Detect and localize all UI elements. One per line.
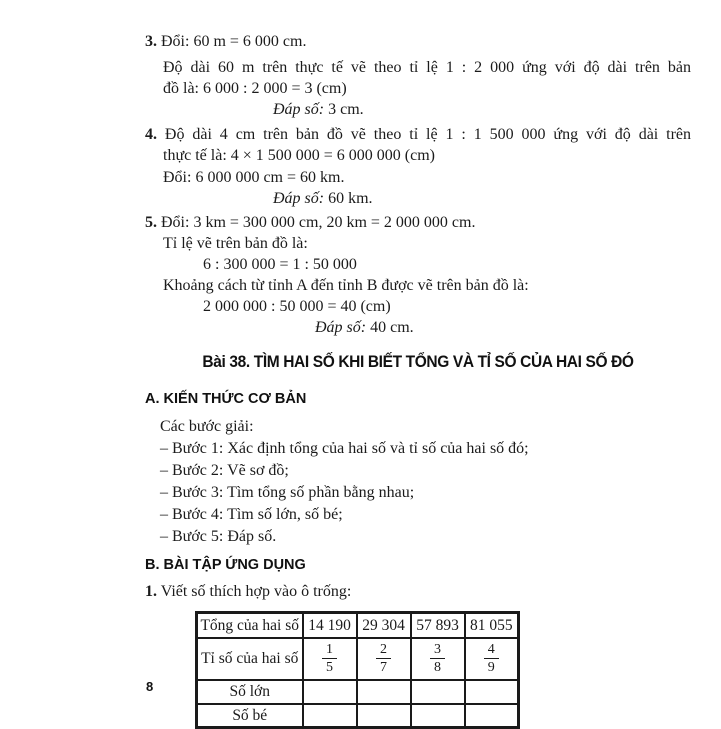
solution-3-line-1 [145, 31, 691, 52]
sum-value-cell: 81 055 [465, 613, 519, 638]
solution-5-text: Đổi: 3 km = 300 000 cm, 20 km = 2 000 000 cm. [161, 214, 476, 231]
empty-answer-cell [357, 704, 411, 728]
section-a-intro: Các bước giải: [160, 418, 254, 435]
answer-label: Đáp số: [273, 190, 325, 207]
step-item: – Bước 5: Đáp số. [160, 528, 277, 545]
empty-answer-cell [465, 680, 519, 704]
solution-5-line-1 [145, 212, 691, 233]
solution-item-5 [145, 212, 691, 338]
fraction [484, 642, 499, 676]
solution-3-text: Đổi: 60 m = 6 000 cm. [161, 33, 307, 50]
solution-4-body-line-1 [145, 124, 691, 145]
empty-answer-cell [303, 704, 357, 728]
item-marker: 5. [145, 214, 157, 231]
step-item: – Bước 3: Tìm tổng số phần bằng nhau; [160, 484, 415, 501]
answer-value: 40 cm. [370, 319, 414, 336]
row-header-big: Số lớn [197, 680, 303, 704]
solution-5-answer [145, 317, 691, 338]
exercise-1-prompt [145, 581, 691, 602]
solution-5-formula-2: 2 000 000 : 50 000 = 40 (cm) [203, 298, 391, 315]
table-row-ratio [197, 638, 519, 680]
page-content [145, 31, 691, 729]
answer-label: Đáp số: [273, 101, 325, 118]
answer-label: Đáp số: [315, 319, 367, 336]
exercise-1-text: Viết số thích hợp vào ô trống: [160, 583, 352, 600]
table-row-big-number [197, 680, 519, 704]
empty-answer-cell [357, 680, 411, 704]
fraction [322, 642, 337, 676]
step-item: – Bước 1: Xác định tổng của hai số và tỉ số của hai số đó; [160, 440, 529, 457]
item-marker: 1. [145, 583, 157, 600]
row-header-small: Số bé [197, 704, 303, 728]
solution-3-body-line-1: Độ dài 60 m trên thực tế vẽ theo tỉ lệ 1 : 2 000 ứng với độ dài trên bản [163, 59, 691, 76]
solution-3-body-line-2: đồ là: 6 000 : 2 000 = 3 (cm) [163, 80, 347, 97]
section-b-heading: B. BÀI TẬP ỨNG DỤNG [145, 557, 306, 573]
table-row-small-number [197, 704, 519, 728]
solution-item-3 [145, 31, 691, 120]
page-number: 8 [146, 679, 154, 694]
fraction-numerator: 4 [484, 642, 499, 659]
step-item: – Bước 2: Vẽ sơ đồ; [160, 462, 289, 479]
empty-answer-cell [303, 680, 357, 704]
fraction [376, 642, 391, 676]
ratio-fraction-cell [411, 638, 465, 680]
sum-value-cell: 29 304 [357, 613, 411, 638]
fraction-denominator: 9 [487, 660, 495, 675]
solution-4-body-line-2: thực tế là: 4 × 1 500 000 = 6 000 000 (cm) [163, 147, 436, 164]
solution-4-text: Độ dài 4 cm trên bản đồ vẽ theo tỉ lệ 1 : 1 500 000 ứng với độ dài trên [164, 126, 692, 143]
fraction-denominator: 5 [326, 660, 333, 675]
fraction-denominator: 8 [434, 660, 441, 675]
solution-item-4 [145, 124, 691, 209]
fraction-denominator: 7 [380, 660, 387, 675]
row-header-ratio: Tỉ số của hai số [197, 638, 303, 680]
section-a-heading: A. KIẾN THỨC CƠ BẢN [145, 391, 307, 407]
empty-answer-cell [465, 704, 519, 728]
sum-value-cell: 14 190 [303, 613, 357, 638]
empty-answer-cell [411, 680, 465, 704]
solution-5-formula-1: 6 : 300 000 = 1 : 50 000 [203, 256, 357, 273]
fraction-numerator: 2 [376, 642, 391, 659]
solution-5-line-3: Khoảng cách từ tỉnh A đến tỉnh B được vẽ trên bản đồ là: [163, 277, 529, 294]
row-header-sum: Tổng của hai số [197, 613, 303, 638]
answer-value: 3 cm. [328, 101, 364, 118]
empty-answer-cell [411, 704, 465, 728]
ratio-fraction-cell [357, 638, 411, 680]
solution-4-doi-line: Đổi: 6 000 000 cm = 60 km. [163, 169, 345, 186]
table-row-sum [197, 613, 519, 638]
exercise-1-table [195, 611, 520, 729]
lesson-title: Bài 38. TÌM HAI SỐ KHI BIẾT TỔNG VÀ TỈ SỐ CỦA HAI SỐ ĐÓ [202, 353, 634, 371]
solution-steps-list [145, 438, 691, 547]
answer-value: 60 km. [328, 190, 373, 207]
item-marker: 3. [145, 33, 157, 50]
sum-value-cell: 57 893 [411, 613, 465, 638]
solution-4-answer [145, 188, 691, 209]
step-item: – Bước 4: Tìm số lớn, số bé; [160, 506, 343, 523]
item-marker: 4. [145, 126, 157, 143]
solution-5-line-2: Tỉ lệ vẽ trên bản đồ là: [163, 235, 308, 252]
ratio-fraction-cell [465, 638, 519, 680]
ratio-fraction-cell [303, 638, 357, 680]
fraction-numerator: 1 [322, 642, 337, 659]
solution-3-answer [145, 99, 691, 120]
fraction-numerator: 3 [430, 642, 445, 659]
fraction [430, 642, 445, 676]
